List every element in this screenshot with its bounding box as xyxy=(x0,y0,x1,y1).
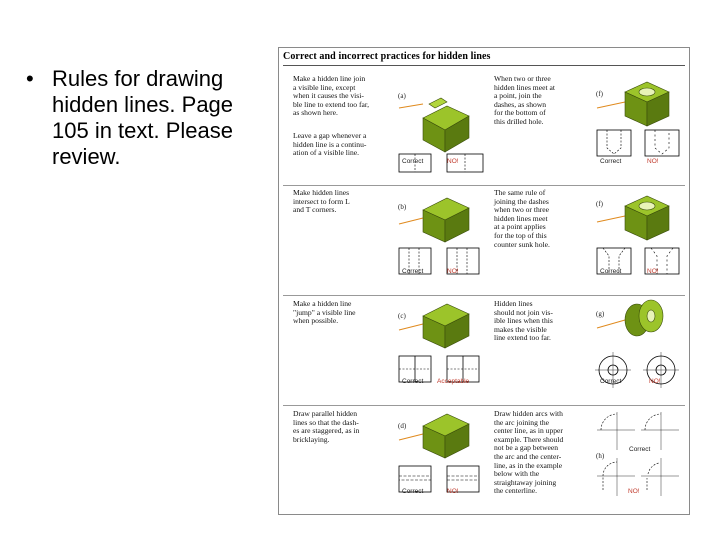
part-label-a: (a) xyxy=(398,92,406,100)
rule-f2-text: The same rule of joining the dashes when two or three hidden lines meet at a point applies for the top of this counter sunk hole. xyxy=(494,188,550,249)
caption-f1-correct: Correct xyxy=(600,158,622,165)
bullet-text: Rules for drawing hidden lines. Page 105 in text. Please review. xyxy=(52,66,234,169)
caption-h-correct: Correct xyxy=(629,446,651,453)
rule-c-text: Make a hidden line "jump" a visible line when possible. xyxy=(293,299,356,326)
caption-a-wrong: NO! xyxy=(447,158,459,165)
part-label-f2: (f) xyxy=(596,200,603,208)
row-divider xyxy=(283,295,685,296)
caption-f1-wrong: NO! xyxy=(647,158,659,165)
figure-title: Correct and incorrect practices for hidden lines xyxy=(283,51,491,62)
rule-h-text: Draw hidden arcs with the arc joining the center line, as in upper example. There should not be a gap between the arc and the center- line, as in the example below with the straightaway joining the centerline. xyxy=(494,409,564,496)
row-divider xyxy=(283,185,685,186)
caption-d-correct: Correct xyxy=(402,488,424,495)
rule-d-text: Draw parallel hidden lines so that the dash- es are staggered, as in bricklaying. xyxy=(293,409,360,444)
caption-f2-wrong: NO! xyxy=(647,268,659,275)
caption-g-correct: Correct xyxy=(600,378,622,385)
caption-c-acceptable: Acceptable xyxy=(437,378,470,385)
caption-c-correct: Correct xyxy=(402,378,424,385)
bullet-symbol: • xyxy=(26,66,34,91)
caption-f2-correct: Correct xyxy=(600,268,622,275)
part-label-h: (h) xyxy=(596,452,605,460)
part-label-g: (g) xyxy=(596,310,605,318)
caption-h-wrong: NO! xyxy=(628,488,640,495)
caption-d-wrong: NO! xyxy=(447,488,459,495)
caption-a-correct: Correct xyxy=(402,158,424,165)
caption-b-correct: Correct xyxy=(402,268,424,275)
rule-f1-text: When two or three hidden lines meet at a point, join the dashes, as shown for the bottom of this drilled hole. xyxy=(494,74,555,126)
rule-h-illustration xyxy=(595,410,687,506)
part-label-d: (d) xyxy=(398,422,407,430)
caption-b-wrong: NO! xyxy=(447,268,459,275)
rule-a-text-2: Leave a gap whenever a hidden line is a continu- ation of a visible line. xyxy=(293,131,367,158)
part-label-c: (c) xyxy=(398,312,406,320)
rule-a-text-1: Make a hidden line join a visible line, except when it causes the visi- ble line to extend too far, as shown here. xyxy=(293,74,370,118)
hidden-lines-figure xyxy=(278,47,690,515)
part-label-f1: (f) xyxy=(596,90,603,98)
rule-b-text: Make hidden lines intersect to form L and T corners. xyxy=(293,188,350,215)
caption-g-wrong: NO! xyxy=(649,378,661,385)
rule-g-text: Hidden lines should not join vis- ible lines when this makes the visible line extend too far. xyxy=(494,299,553,343)
row-divider xyxy=(283,405,685,406)
title-rule xyxy=(283,65,685,66)
part-label-b: (b) xyxy=(398,203,407,211)
